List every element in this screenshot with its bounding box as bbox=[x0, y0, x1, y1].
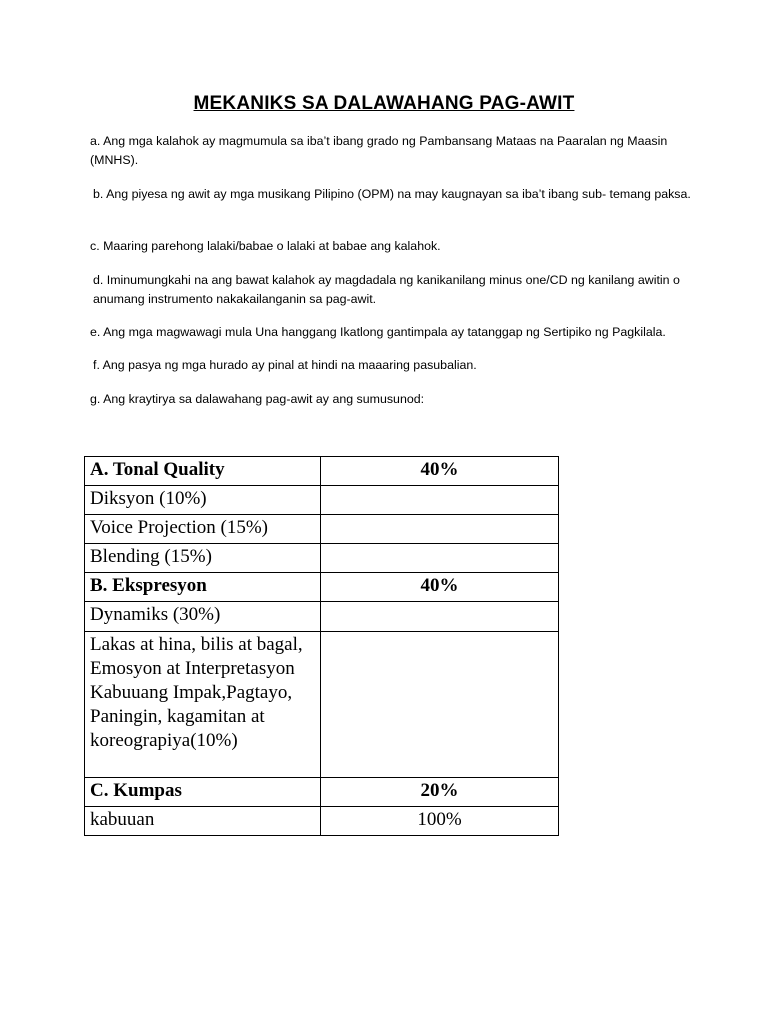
criterion-weight bbox=[321, 515, 559, 544]
table-row-dynamiks bbox=[85, 602, 559, 632]
rule-c: c. Maaring parehong lalaki/babae o lalaki at babae ang kalahok. bbox=[90, 239, 441, 253]
criterion-weight: 40% bbox=[321, 573, 559, 602]
criterion-label: Voice Projection (15%) bbox=[85, 515, 321, 544]
table-row-kabuuan bbox=[85, 807, 559, 836]
table-row-voice-projection bbox=[85, 515, 559, 544]
criterion-weight bbox=[321, 632, 559, 778]
rule-d: d. Iminumungkahi na ang bawat kalahok ay magdadala ng kanikanilang minus one/CD ng kanilang awitin o anumang instrumento nakakailanganin sa pag-awit. bbox=[93, 273, 680, 306]
rule-e: e. Ang mga magwawagi mula Una hanggang Ikatlong gantimpala ay tatanggap ng Sertipiko ng Pagkilala. bbox=[90, 325, 666, 339]
criterion-weight bbox=[321, 602, 559, 632]
table-row-diksyon bbox=[85, 486, 559, 515]
criterion-label: kabuuan bbox=[85, 807, 321, 836]
rule-g: g. Ang kraytirya sa dalawahang pag-awit ay ang sumusunod: bbox=[90, 392, 425, 406]
document-title: MEKANIKS SA DALAWAHANG PAG-AWIT bbox=[193, 93, 575, 114]
criterion-weight bbox=[321, 544, 559, 573]
table-row-lakas-at-hina bbox=[85, 632, 559, 778]
criterion-label: Dynamiks (30%) bbox=[85, 602, 321, 632]
criteria-table bbox=[84, 456, 559, 836]
criterion-label: Diksyon (10%) bbox=[85, 486, 321, 515]
table-row-blending bbox=[85, 544, 559, 573]
criterion-label: C. Kumpas bbox=[85, 778, 321, 807]
table-row-kumpas bbox=[85, 778, 559, 807]
criterion-label: B. Ekspresyon bbox=[85, 573, 321, 602]
rule-b: b. Ang piyesa ng awit ay mga musikang Pilipino (OPM) na may kaugnayan sa iba’t ibang sub- temang paksa. bbox=[93, 187, 691, 201]
criterion-label: Blending (15%) bbox=[85, 544, 321, 573]
criterion-weight bbox=[321, 486, 559, 515]
criterion-weight: 40% bbox=[321, 457, 559, 486]
criterion-label: Lakas at hina, bilis at bagal, Emosyon at Interpretasyon Kabuuang Impak,Pagtayo, Paningin, kagamitan at koreograpiya(10%) bbox=[85, 632, 321, 778]
criterion-weight: 20% bbox=[321, 778, 559, 807]
criterion-weight: 100% bbox=[321, 807, 559, 836]
rule-f: f. Ang pasya ng mga hurado ay pinal at hindi na maaaring pasubalian. bbox=[93, 358, 477, 372]
criterion-label: A. Tonal Quality bbox=[85, 457, 321, 486]
table-row-tonal-quality bbox=[85, 457, 559, 486]
table-row-ekspresyon bbox=[85, 573, 559, 602]
rule-a: a. Ang mga kalahok ay magmumula sa iba’t ibang grado ng Pambansang Mataas na Paaralan ng Maasin (MNHS). bbox=[90, 134, 668, 167]
